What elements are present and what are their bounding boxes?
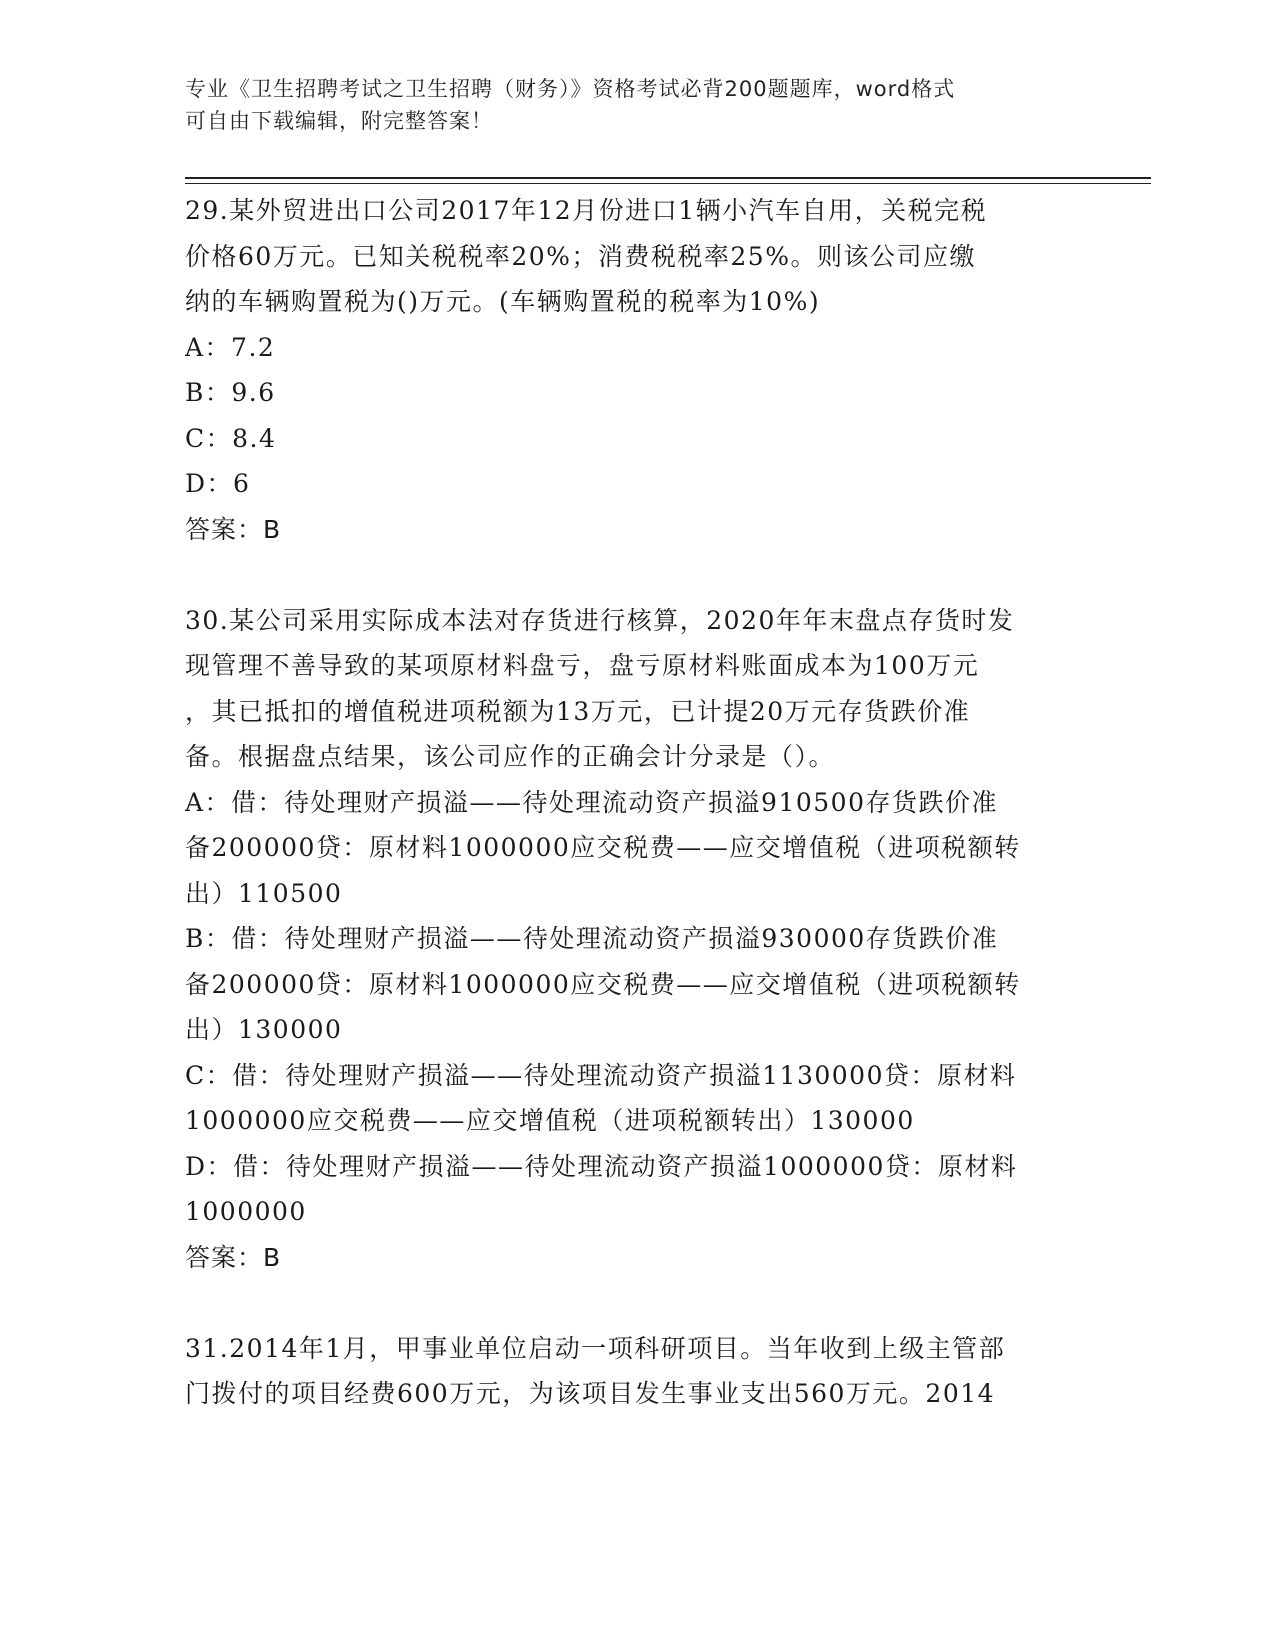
header-rule-thick xyxy=(185,177,1151,179)
answer-option xyxy=(185,416,1085,462)
question-spacer xyxy=(185,1280,1085,1326)
question-stem-line: 29.某外贸进出口公司2017年12月份进口1辆小汽车自用，关税完税 xyxy=(185,196,988,225)
option-line: 出）110500 xyxy=(185,878,343,908)
answer-option xyxy=(185,780,1085,917)
question-stem-line: ，其已抵扣的增值税进项税额为13万元，已计提20万元存货跌价准 xyxy=(185,696,971,726)
question-stem-line: 价格60万元。已知关税税率20%；消费税税率25%。则该公司应缴 xyxy=(185,241,976,271)
question-spacer xyxy=(185,552,1085,598)
option-line: D：6 xyxy=(185,469,251,498)
question-block xyxy=(185,598,1085,1281)
question-stem-line: 30.某公司采用实际成本法对存货进行核算，2020年年末盘点存货时发 xyxy=(185,605,1015,635)
answer-label: 答案：B xyxy=(185,514,282,544)
answer-option xyxy=(185,370,1085,416)
header-rule-thin xyxy=(185,183,1151,184)
question-block xyxy=(185,188,1085,552)
question-list xyxy=(185,188,1085,1417)
question-stem-line: 门拨付的项目经费600万元，为该项目发生事业支出560万元。2014 xyxy=(185,1379,996,1408)
option-line: 1000000应交税费——应交增值税（进项税额转出）130000 xyxy=(185,1106,915,1135)
question-stem-line: 备。根据盘点结果，该公司应作的正确会计分录是（）。 xyxy=(185,742,836,771)
option-line: C：借：待处理财产损溢——待处理流动资产损溢1130000贷：原材料 xyxy=(185,1060,1017,1090)
option-line: B：借：待处理财产损溢——待处理流动资产损溢930000存货跌价准 xyxy=(185,924,999,953)
answer-option xyxy=(185,325,1085,371)
answer-option xyxy=(185,1144,1085,1235)
page-header xyxy=(185,73,1065,137)
question-stem-line: 31.2014年1月，甲事业单位启动一项科研项目。当年收到上级主管部 xyxy=(185,1333,1006,1363)
answer-option xyxy=(185,916,1085,1053)
option-line: D：借：待处理财产损溢——待处理流动资产损溢1000000贷：原材料 xyxy=(185,1151,1018,1181)
option-line: 出）130000 xyxy=(185,1015,343,1044)
answer-label: 答案：B xyxy=(185,1242,282,1272)
answer-option xyxy=(185,1053,1085,1144)
option-line: B：9.6 xyxy=(185,378,276,407)
answer-option xyxy=(185,461,1085,507)
header-line-1: 专业《卫生招聘考试之卫生招聘（财务）》资格考试必背200题题库，word格式 xyxy=(185,77,956,101)
question-stem-line: 纳的车辆购置税为()万元。(车辆购置税的税率为10%) xyxy=(185,287,821,316)
header-line-2: 可自由下载编辑，附完整答案！ xyxy=(185,109,493,133)
question-stem-line: 现管理不善导致的某项原材料盘亏，盘亏原材料账面成本为100万元 xyxy=(185,651,980,680)
option-line: C：8.4 xyxy=(185,423,277,453)
option-line: A：7.2 xyxy=(185,332,276,362)
question-block xyxy=(185,1326,1085,1417)
option-line: A：借：待处理财产损溢——待处理流动资产损溢910500存货跌价准 xyxy=(185,787,998,817)
option-line: 备200000贷：原材料1000000应交税费——应交增值税（进项税额转 xyxy=(185,969,1021,999)
option-line: 备200000贷：原材料1000000应交税费——应交增值税（进项税额转 xyxy=(185,833,1021,862)
option-line: 1000000 xyxy=(185,1197,307,1226)
